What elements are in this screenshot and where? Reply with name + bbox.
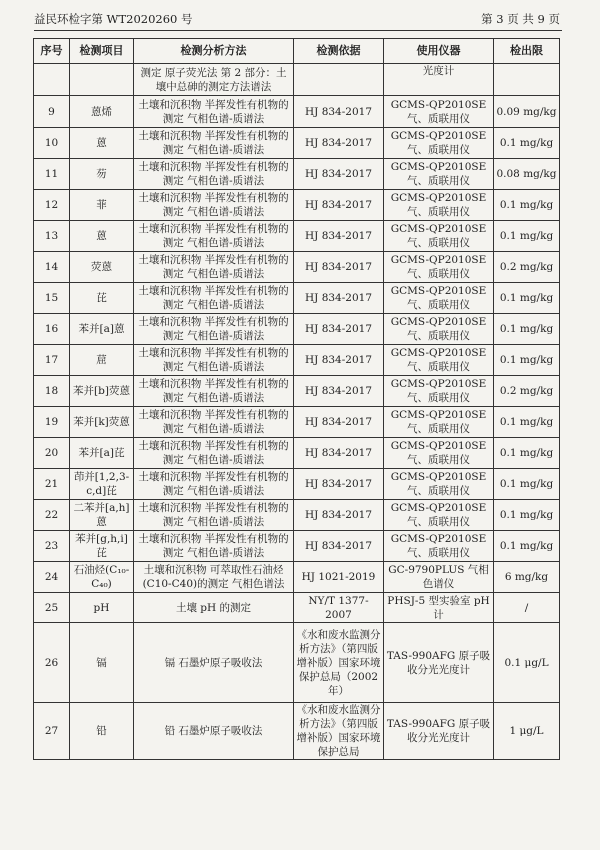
row-no: 15: [34, 283, 70, 314]
table-row: [34, 531, 560, 562]
row-instrument: GCMS-QP2010SE 气、质联用仪: [384, 221, 494, 252]
row-basis: HJ 834-2017: [294, 128, 384, 159]
row-no: 22: [34, 500, 70, 531]
row-instrument: GCMS-QP2010SE 气、质联用仪: [384, 128, 494, 159]
row-method: 土壤和沉积物 半挥发性有机物的测定 气相色谱-质谱法: [134, 500, 294, 531]
col-header-no: 序号: [34, 39, 70, 64]
row-item: 蒽: [70, 221, 134, 252]
row-instrument: GCMS-QP2010SE 气、质联用仪: [384, 190, 494, 221]
table-row: [34, 593, 560, 623]
table-row: [34, 438, 560, 469]
row-instrument: TAS-990AFG 原子吸收分光光度计: [384, 703, 494, 760]
header-divider: [34, 30, 562, 31]
row-no: 11: [34, 159, 70, 190]
row-method: 土壤和沉积物 半挥发性有机物的测定 气相色谱-质谱法: [134, 407, 294, 438]
row-method: 土壤和沉积物 半挥发性有机物的测定 气相色谱-质谱法: [134, 283, 294, 314]
row-limit: 0.1 mg/kg: [494, 283, 560, 314]
row-limit: 1 μg/L: [494, 703, 560, 760]
continuation-basis: [294, 64, 384, 96]
row-limit: 0.1 mg/kg: [494, 221, 560, 252]
table-row: [34, 314, 560, 345]
table-row: [34, 407, 560, 438]
row-no: 27: [34, 703, 70, 760]
row-method: 镉 石墨炉原子吸收法: [134, 623, 294, 703]
row-basis: HJ 834-2017: [294, 159, 384, 190]
row-item: 石油烃(C₁₀-C₄₀): [70, 562, 134, 593]
row-no: 23: [34, 531, 70, 562]
row-method: 土壤和沉积物 半挥发性有机物的测定 气相色谱-质谱法: [134, 128, 294, 159]
row-limit: /: [494, 593, 560, 623]
table-row: [34, 703, 560, 760]
col-header-basis: 检测依据: [294, 39, 384, 64]
row-basis: 《水和废水监测分析方法》（第四版增补版）国家环境保护总局: [294, 703, 384, 760]
row-limit: 0.1 mg/kg: [494, 531, 560, 562]
row-item: 荧蒽: [70, 252, 134, 283]
row-instrument: GCMS-QP2010SE 气、质联用仪: [384, 531, 494, 562]
row-instrument: PHSJ-5 型实验室 pH 计: [384, 593, 494, 623]
page-info: 第 3 页 共 9 页: [481, 12, 560, 26]
row-basis: NY/T 1377-2007: [294, 593, 384, 623]
table-row: [34, 376, 560, 407]
continuation-row: [34, 64, 560, 96]
row-instrument: GCMS-QP2010SE 气、质联用仪: [384, 159, 494, 190]
table-row: [34, 345, 560, 376]
row-basis: HJ 834-2017: [294, 500, 384, 531]
continuation-item: [70, 64, 134, 96]
row-method: 土壤和沉积物 半挥发性有机物的测定 气相色谱-质谱法: [134, 96, 294, 128]
row-item: 蒽: [70, 128, 134, 159]
row-method: 土壤和沉积物 半挥发性有机物的测定 气相色谱-质谱法: [134, 159, 294, 190]
table-row: [34, 562, 560, 593]
row-instrument: GCMS-QP2010SE 气、质联用仪: [384, 96, 494, 128]
row-method: 土壤和沉积物 可萃取性石油烃(C10-C40)的测定 气相色谱法: [134, 562, 294, 593]
row-method: 土壤 pH 的测定: [134, 593, 294, 623]
row-item: pH: [70, 593, 134, 623]
row-no: 21: [34, 469, 70, 500]
row-instrument: GCMS-QP2010SE 气、质联用仪: [384, 314, 494, 345]
col-header-method: 检测分析方法: [134, 39, 294, 64]
row-instrument: TAS-990AFG 原子吸收分光光度计: [384, 623, 494, 703]
continuation-instrument: 光度计: [384, 64, 494, 96]
row-no: 17: [34, 345, 70, 376]
continuation-method: 测定 原子荧光法 第 2 部分：土壤中总砷的测定方法谱法: [134, 64, 294, 96]
row-item: 芘: [70, 283, 134, 314]
row-method: 土壤和沉积物 半挥发性有机物的测定 气相色谱-质谱法: [134, 438, 294, 469]
row-limit: 0.1 mg/kg: [494, 314, 560, 345]
row-basis: HJ 834-2017: [294, 221, 384, 252]
row-instrument: GCMS-QP2010SE 气、质联用仪: [384, 252, 494, 283]
row-limit: 0.09 mg/kg: [494, 96, 560, 128]
row-method: 土壤和沉积物 半挥发性有机物的测定 气相色谱-质谱法: [134, 252, 294, 283]
row-item: 芴: [70, 159, 134, 190]
table-row: [34, 469, 560, 500]
row-limit: 0.1 mg/kg: [494, 345, 560, 376]
row-limit: 0.1 mg/kg: [494, 500, 560, 531]
row-limit: 0.1 mg/kg: [494, 190, 560, 221]
row-no: 9: [34, 96, 70, 128]
report-number: 益民环检字第 WT2020260 号: [34, 12, 193, 26]
table-row: [34, 159, 560, 190]
table-row: [34, 252, 560, 283]
row-instrument: GC-9790PLUS 气相色谱仪: [384, 562, 494, 593]
row-basis: HJ 834-2017: [294, 190, 384, 221]
row-basis: HJ 834-2017: [294, 438, 384, 469]
row-method: 土壤和沉积物 半挥发性有机物的测定 气相色谱-质谱法: [134, 345, 294, 376]
row-item: 苯并[g,h,i]芘: [70, 531, 134, 562]
row-basis: HJ 834-2017: [294, 407, 384, 438]
row-basis: HJ 834-2017: [294, 469, 384, 500]
row-limit: 0.1 mg/kg: [494, 128, 560, 159]
row-no: 26: [34, 623, 70, 703]
table-row: [34, 96, 560, 128]
row-basis: HJ 834-2017: [294, 283, 384, 314]
row-item: 苯并[k]荧蒽: [70, 407, 134, 438]
row-item: 茚并[1,2,3-c,d]芘: [70, 469, 134, 500]
col-header-instrument: 使用仪器: [384, 39, 494, 64]
row-basis: HJ 834-2017: [294, 531, 384, 562]
row-method: 土壤和沉积物 半挥发性有机物的测定 气相色谱-质谱法: [134, 314, 294, 345]
row-basis: HJ 834-2017: [294, 314, 384, 345]
row-item: 菲: [70, 190, 134, 221]
test-items-table: [33, 38, 560, 760]
row-basis: HJ 834-2017: [294, 96, 384, 128]
table-row: [34, 128, 560, 159]
row-no: 10: [34, 128, 70, 159]
row-method: 铅 石墨炉原子吸收法: [134, 703, 294, 760]
row-method: 土壤和沉积物 半挥发性有机物的测定 气相色谱-质谱法: [134, 190, 294, 221]
row-limit: 0.1 mg/kg: [494, 469, 560, 500]
row-basis: HJ 834-2017: [294, 345, 384, 376]
row-no: 13: [34, 221, 70, 252]
row-basis: HJ 834-2017: [294, 376, 384, 407]
continuation-limit: [494, 64, 560, 96]
table-row: [34, 500, 560, 531]
row-item: 苯并[a]芘: [70, 438, 134, 469]
row-basis: HJ 1021-2019: [294, 562, 384, 593]
row-no: 16: [34, 314, 70, 345]
row-method: 土壤和沉积物 半挥发性有机物的测定 气相色谱-质谱法: [134, 376, 294, 407]
row-limit: 0.1 mg/kg: [494, 438, 560, 469]
row-item: 铅: [70, 703, 134, 760]
row-item: 镉: [70, 623, 134, 703]
row-no: 12: [34, 190, 70, 221]
row-limit: 0.08 mg/kg: [494, 159, 560, 190]
row-instrument: GCMS-QP2010SE 气、质联用仪: [384, 469, 494, 500]
row-item: 二苯并[a,h]蒽: [70, 500, 134, 531]
row-instrument: GCMS-QP2010SE 气、质联用仪: [384, 500, 494, 531]
row-no: 19: [34, 407, 70, 438]
row-no: 18: [34, 376, 70, 407]
row-method: 土壤和沉积物 半挥发性有机物的测定 气相色谱-质谱法: [134, 531, 294, 562]
row-instrument: GCMS-QP2010SE 气、质联用仪: [384, 407, 494, 438]
row-limit: 6 mg/kg: [494, 562, 560, 593]
row-limit: 0.1 μg/L: [494, 623, 560, 703]
row-item: 苯并[b]荧蒽: [70, 376, 134, 407]
row-limit: 0.1 mg/kg: [494, 407, 560, 438]
row-no: 14: [34, 252, 70, 283]
row-method: 土壤和沉积物 半挥发性有机物的测定 气相色谱-质谱法: [134, 221, 294, 252]
col-header-item: 检测项目: [70, 39, 134, 64]
table-header-row: [34, 39, 560, 64]
row-no: 25: [34, 593, 70, 623]
table-row: [34, 283, 560, 314]
row-item: 苯并[a]蒽: [70, 314, 134, 345]
col-header-limit: 检出限: [494, 39, 560, 64]
continuation-no: [34, 64, 70, 96]
table-row: [34, 221, 560, 252]
row-instrument: GCMS-QP2010SE 气、质联用仪: [384, 283, 494, 314]
row-basis: 《水和废水监测分析方法》（第四版增补版）国家环境保护总局（2002 年）: [294, 623, 384, 703]
row-instrument: GCMS-QP2010SE 气、质联用仪: [384, 345, 494, 376]
row-method: 土壤和沉积物 半挥发性有机物的测定 气相色谱-质谱法: [134, 469, 294, 500]
row-no: 20: [34, 438, 70, 469]
row-limit: 0.2 mg/kg: [494, 252, 560, 283]
row-instrument: GCMS-QP2010SE 气、质联用仪: [384, 376, 494, 407]
row-instrument: GCMS-QP2010SE 气、质联用仪: [384, 438, 494, 469]
table-row: [34, 623, 560, 703]
row-basis: HJ 834-2017: [294, 252, 384, 283]
row-item: 䓛: [70, 345, 134, 376]
row-no: 24: [34, 562, 70, 593]
row-item: 蒽烯: [70, 96, 134, 128]
row-limit: 0.2 mg/kg: [494, 376, 560, 407]
table-row: [34, 190, 560, 221]
